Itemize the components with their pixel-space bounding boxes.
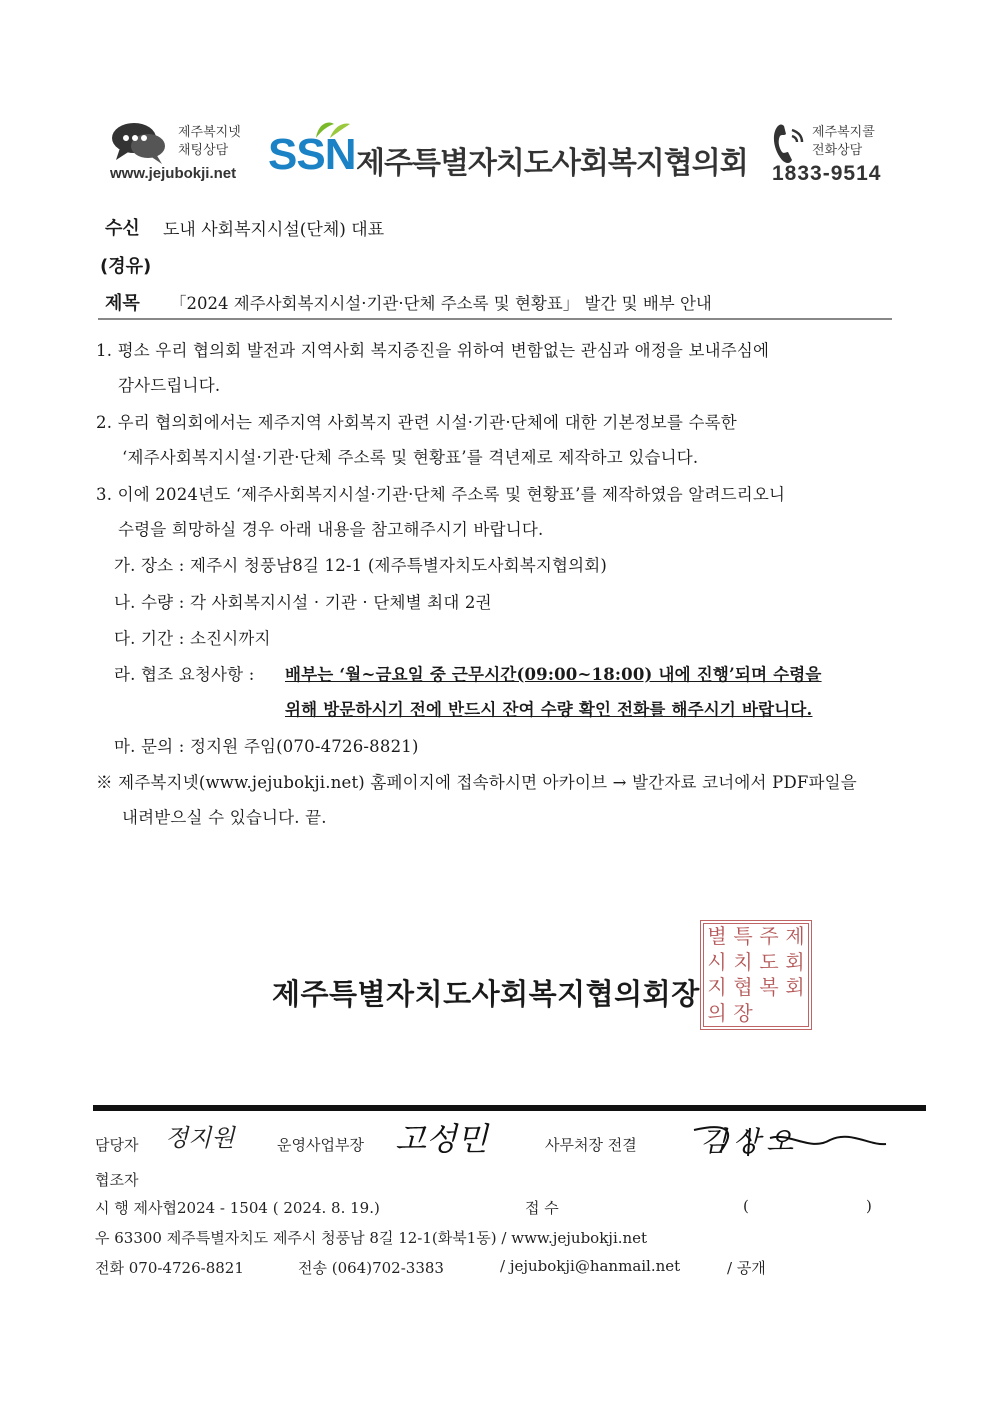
org-name: 제주특별자치도사회복지협의회 [356, 146, 748, 181]
via-label: (경유) [100, 256, 152, 277]
seal-char: 지 [707, 975, 727, 999]
note-line-1: ※ 제주복지넷(www.jejubokji.net) 홈페이지에 접속하시면 아카이브 → 발간자료 코너에서 PDF파일을 [96, 773, 857, 792]
seal-char: 주 [759, 924, 779, 948]
chat-label-1: 제주복지넷 [178, 125, 241, 140]
item-ra-label: 라. 협조 요청사항 : [114, 665, 255, 684]
paragraph-1-line-1: 1. 평소 우리 협의회 발전과 지역사회 복지증진을 위하여 변함없는 관심과 애정을 보내주심에 [96, 341, 770, 360]
item-ra-line-1: 배부는 ‘월~금요일 중 근무시간(09:00~18:00) 내에 진행’되며 수령을 [285, 665, 822, 684]
website-link[interactable]: www.jejubokji.net [110, 165, 237, 182]
item-na: 나. 수량 : 각 사회복지시설 · 기관 · 단체별 최대 2권 [114, 593, 492, 612]
seal-char: 복 [759, 975, 779, 999]
item-ra-line-2: 위해 방문하시기 전에 반드시 잔여 수량 확인 전화를 해주시기 바랍니다. [285, 700, 813, 719]
email-address[interactable]: / jejubokji@hanmail.net [500, 1257, 681, 1275]
chat-label-2: 채팅상담 [178, 143, 229, 158]
subject-label: 제목 [105, 293, 140, 314]
person-in-charge-label: 담당자 [95, 1136, 139, 1154]
enforcement-info: 시 행 제사협2024 - 1504 ( 2024. 8. 19.) [95, 1199, 380, 1217]
receipt-paren-open: ( [743, 1197, 749, 1215]
manager-signature: 고성민 [395, 1120, 488, 1158]
paragraph-3-line-1: 3. 이에 2024년도 ‘제주사회복지시설·기관·단체 주소록 및 현황표’를 제작하였음 알려드리오니 [96, 485, 786, 504]
phone-icon [768, 122, 808, 166]
subject-divider [98, 318, 892, 320]
person-in-charge-signature: 정지원 [165, 1124, 235, 1152]
call-number: 1833-9514 [772, 162, 882, 185]
seal-char: 별 [707, 924, 727, 948]
seal-char: 회 [785, 949, 805, 974]
fax-number: 전송 (064)702-3383 [298, 1259, 444, 1277]
seal-char: 도 [759, 949, 779, 974]
paragraph-1-line-2: 감사드립니다. [118, 376, 221, 395]
seal-char: 시 [707, 949, 727, 974]
seal-char: 장 [733, 1000, 753, 1025]
footer-divider [93, 1105, 926, 1111]
seal-char: 치 [733, 949, 753, 974]
official-seal [700, 920, 812, 1030]
subject-value: 「2024 제주사회복지시설·기관·단체 주소록 및 현황표」 발간 및 배부 안내 [170, 294, 712, 313]
phone-number: 전화 070-4726-8821 [95, 1259, 244, 1277]
receipt-paren-close: ) [866, 1197, 872, 1215]
ssn-logo: SSN [268, 130, 356, 179]
call-label-2: 전화상담 [812, 143, 863, 158]
disclosure-status: / 공개 [727, 1259, 766, 1277]
director-signature: 김상오 [700, 1125, 800, 1158]
chat-bubble-icon [110, 120, 168, 166]
item-da: 다. 기간 : 소진시까지 [114, 629, 271, 648]
seal-char: 회 [785, 975, 805, 999]
item-ga: 가. 장소 : 제주시 청풍남8길 12-1 (제주특별자치도사회복지협의회) [114, 556, 608, 575]
director-label: 사무처장 전결 [545, 1136, 637, 1154]
manager-label: 운영사업부장 [277, 1136, 364, 1154]
seal-char: 의 [707, 1000, 727, 1025]
receipt-label: 접 수 [525, 1199, 559, 1217]
seal-char: 제 [785, 924, 805, 948]
recipient-label: 수신 [105, 218, 140, 239]
paragraph-2-line-1: 2. 우리 협의회에서는 제주지역 사회복지 관련 시설·기관·단체에 대한 기본정보를 수록한 [96, 413, 737, 432]
paragraph-2-line-2: ‘제주사회복지시설·기관·단체 주소록 및 현황표’를 격년제로 제작하고 있습니다. [122, 448, 699, 467]
cooperator-label: 협조자 [95, 1171, 139, 1189]
recipient-value: 도내 사회복지시설(단체) 대표 [163, 220, 385, 240]
seal-char: 특 [733, 924, 753, 948]
item-ma: 마. 문의 : 정지원 주임(070-4726-8821) [114, 737, 419, 756]
signature-stroke [690, 1122, 890, 1160]
call-label-1: 제주복지콜 [812, 125, 875, 140]
letterhead [0, 110, 992, 190]
president-title: 제주특별자치도사회복지협의회장 [272, 977, 700, 1011]
note-line-2: 내려받으실 수 있습니다. 끝. [122, 808, 327, 827]
postal-address: 우 63300 제주특별자치도 제주시 청풍남 8길 12-1(화북1동) / www.jejubokji.net [95, 1229, 648, 1247]
seal-char: 협 [733, 975, 753, 999]
paragraph-3-line-2: 수령을 희망하실 경우 아래 내용을 참고해주시기 바랍니다. [118, 520, 544, 539]
